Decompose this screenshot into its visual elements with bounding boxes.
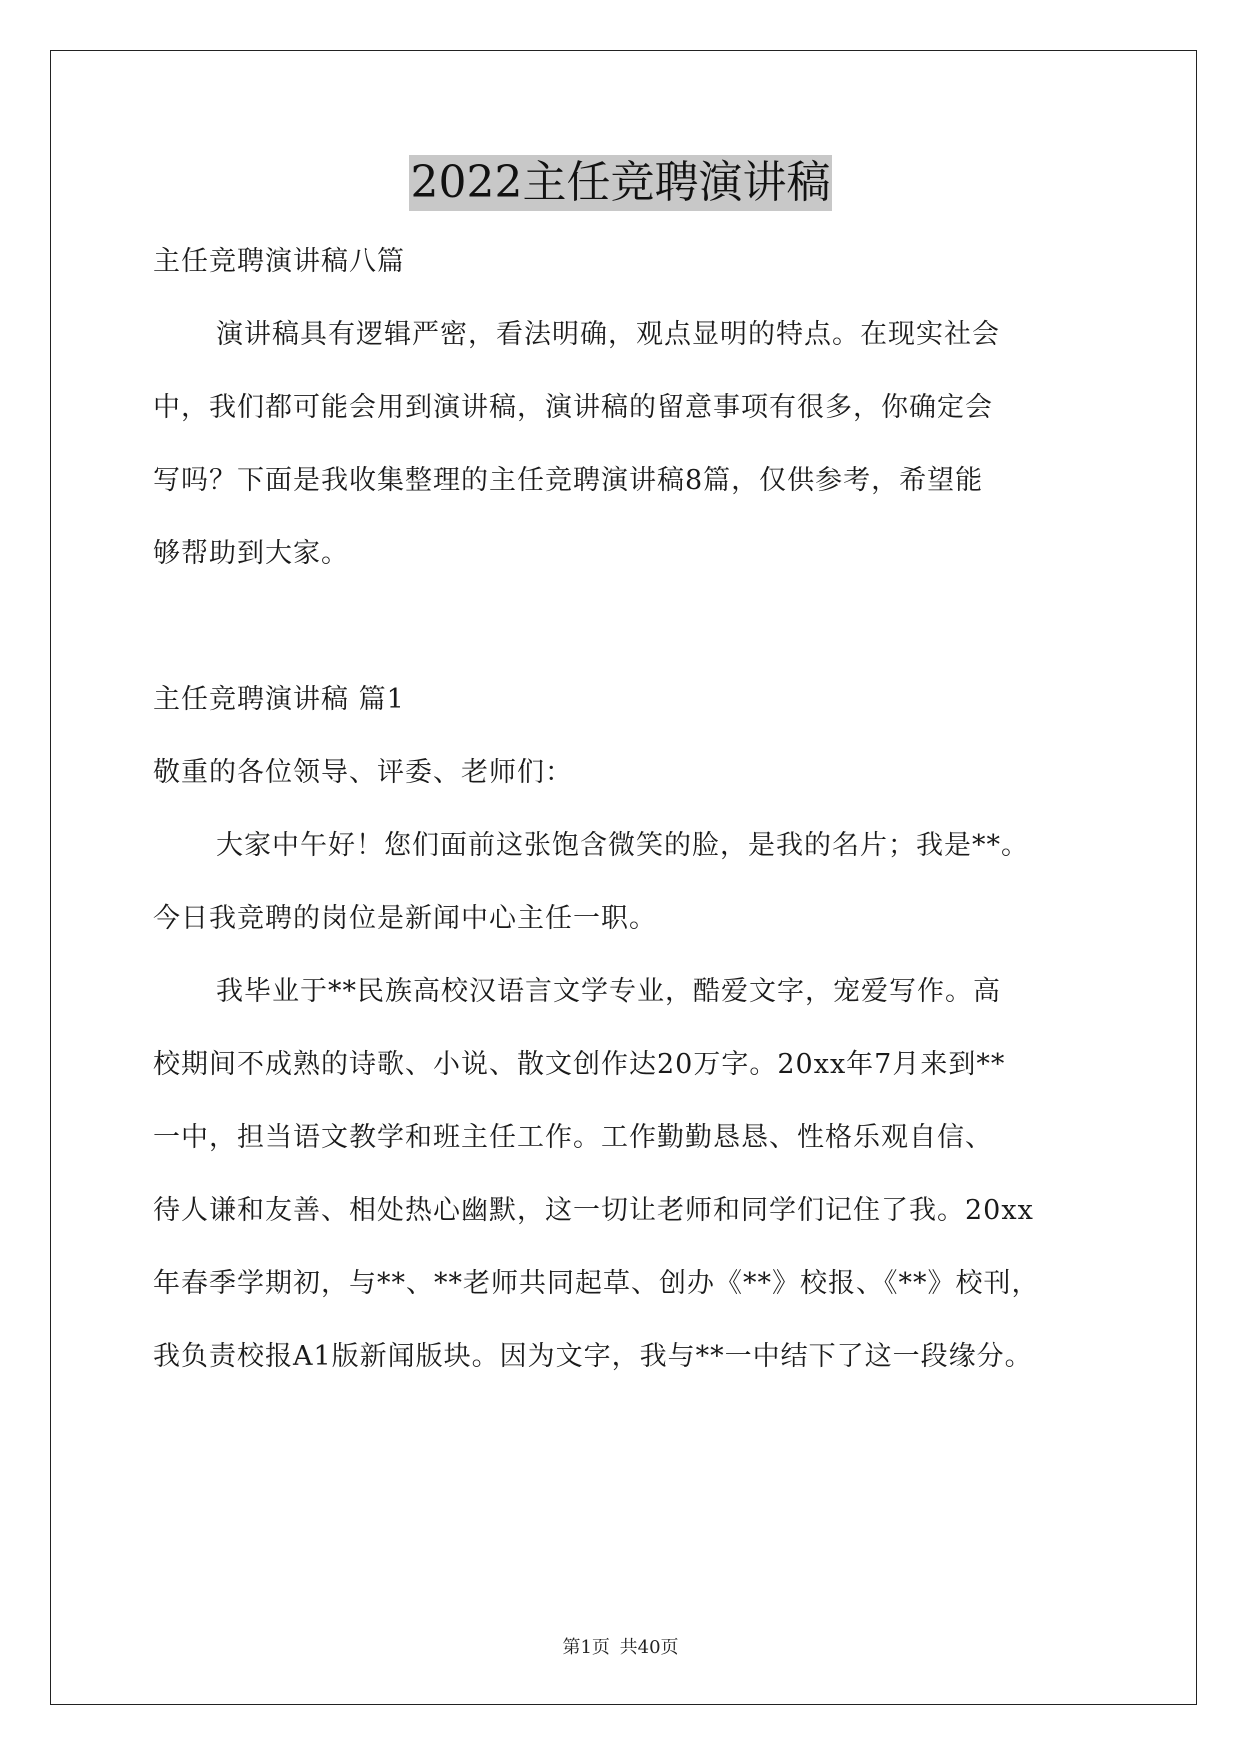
intro-line-1: 演讲稿具有逻辑严密，看法明确，观点显明的特点。在现实社会 <box>216 319 1000 350</box>
para1-line-1: 大家中午好！您们面前这张饱含微笑的脸，是我的名片；我是**。 <box>216 830 1029 861</box>
para2-line-5: 年春季学期初，与**、**老师共同起草、创办《**》校报、《**》校刊， <box>153 1268 1040 1299</box>
para1-line-2: 今日我竞聘的岗位是新闻中心主任一职。 <box>153 903 657 934</box>
para2-line-6: 我负责校报A1版新闻版块。因为文字，我与**一中结下了这一段缘分。 <box>153 1341 1033 1372</box>
page-border <box>50 50 1197 1705</box>
page-total: 共40页 <box>619 1637 679 1658</box>
para2-line-2: 校期间不成熟的诗歌、小说、散文创作达20万字。20xx年7月来到** <box>153 1049 1006 1080</box>
title-wrap <box>0 155 1241 211</box>
document-subtitle: 主任竞聘演讲稿八篇 <box>153 246 405 277</box>
page-number: 第1页 <box>562 1637 610 1658</box>
intro-line-2: 中，我们都可能会用到演讲稿，演讲稿的留意事项有很多，你确定会 <box>153 392 993 423</box>
para2-line-1: 我毕业于**民族高校汉语言文学专业，酷爱文字，宠爱写作。高 <box>216 976 1001 1007</box>
document-title: 2022主任竞聘演讲稿 <box>409 155 833 211</box>
intro-line-4: 够帮助到大家。 <box>153 538 349 569</box>
section-heading: 主任竞聘演讲稿 篇1 <box>153 684 405 715</box>
page-footer <box>0 1636 1241 1660</box>
para2-line-3: 一中，担当语文教学和班主任工作。工作勤勤恳恳、性格乐观自信、 <box>153 1122 993 1153</box>
intro-line-3: 写吗？下面是我收集整理的主任竞聘演讲稿8篇，仅供参考，希望能 <box>153 465 984 496</box>
salutation: 敬重的各位领导、评委、老师们： <box>153 757 573 788</box>
para2-line-4: 待人谦和友善、相处热心幽默，这一切让老师和同学们记住了我。20xx <box>153 1195 1034 1226</box>
